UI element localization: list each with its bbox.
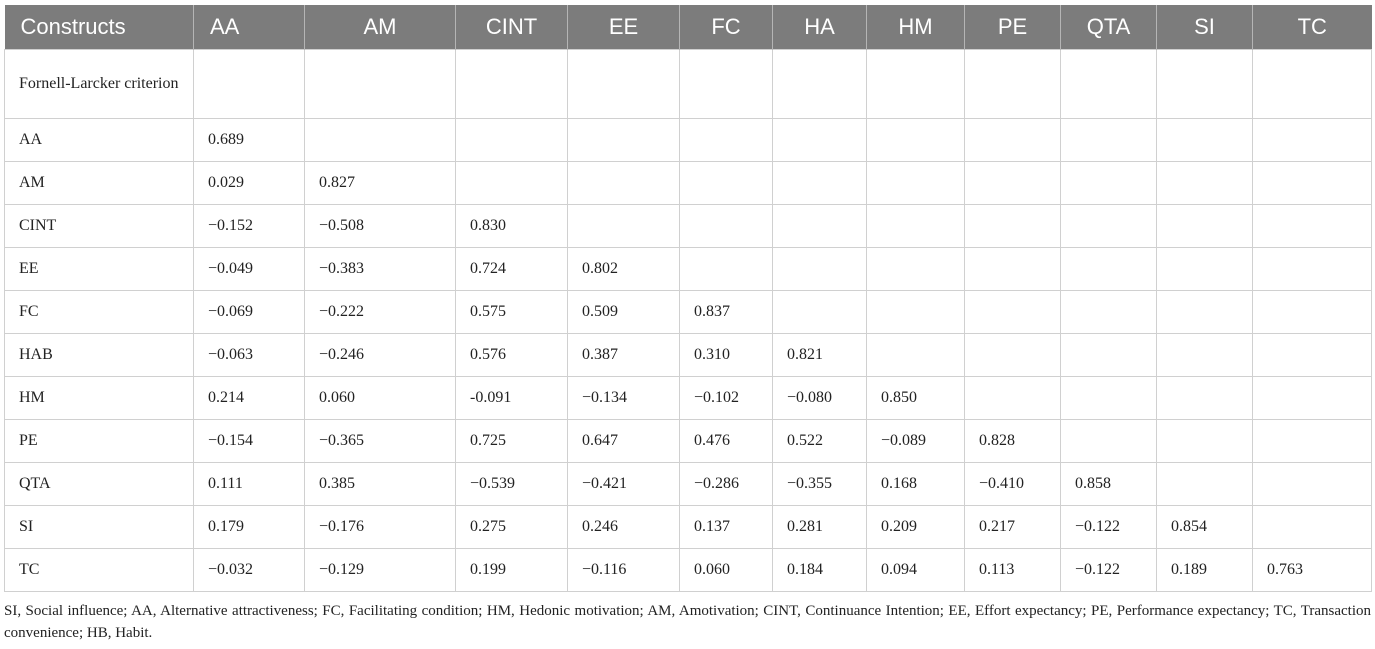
- fornell-larcker-table: [4, 5, 1372, 592]
- value-cell: 0.858: [1061, 463, 1157, 506]
- value-cell: 0.184: [773, 549, 867, 592]
- value-cell: −0.355: [773, 463, 867, 506]
- row-label-cell: EE: [5, 248, 194, 291]
- value-cell: [1253, 377, 1372, 420]
- value-cell: 0.113: [965, 549, 1061, 592]
- value-cell: 0.111: [194, 463, 305, 506]
- value-cell: 0.209: [867, 506, 965, 549]
- table-row: [5, 205, 1372, 248]
- value-cell: [773, 205, 867, 248]
- header-cell: EE: [568, 5, 680, 50]
- value-cell: [867, 50, 965, 119]
- value-cell: 0.275: [456, 506, 568, 549]
- row-label-cell: SI: [5, 506, 194, 549]
- value-cell: 0.828: [965, 420, 1061, 463]
- table-row: [5, 334, 1372, 377]
- value-cell: 0.850: [867, 377, 965, 420]
- table-row: [5, 463, 1372, 506]
- value-cell: [773, 119, 867, 162]
- row-label-cell: TC: [5, 549, 194, 592]
- value-cell: −0.080: [773, 377, 867, 420]
- row-label-cell: AM: [5, 162, 194, 205]
- row-label-cell: FC: [5, 291, 194, 334]
- value-cell: 0.725: [456, 420, 568, 463]
- value-cell: 0.522: [773, 420, 867, 463]
- value-cell: [965, 162, 1061, 205]
- value-cell: −0.539: [456, 463, 568, 506]
- value-cell: 0.724: [456, 248, 568, 291]
- value-cell: [1061, 334, 1157, 377]
- value-cell: [456, 119, 568, 162]
- value-cell: [1253, 205, 1372, 248]
- value-cell: [456, 162, 568, 205]
- value-cell: [1253, 248, 1372, 291]
- value-cell: 0.310: [680, 334, 773, 377]
- value-cell: 0.060: [680, 549, 773, 592]
- table-row: [5, 291, 1372, 334]
- value-cell: 0.246: [568, 506, 680, 549]
- value-cell: [1253, 162, 1372, 205]
- value-cell: −0.089: [867, 420, 965, 463]
- header-cell: AM: [305, 5, 456, 50]
- header-cell: FC: [680, 5, 773, 50]
- row-label-cell: Fornell-Larcker criterion: [5, 50, 194, 119]
- table-footnote: SI, Social influence; AA, Alternative attractiveness; FC, Facilitating condition; HM, Hedonic motivation; AM, Amotivation; CINT, Continuance Intention; EE, Effort expectancy; PE, Performance expectancy; TC, Transaction convenience; HB, Habit.: [4, 603, 1371, 641]
- value-cell: [965, 119, 1061, 162]
- value-cell: [1157, 420, 1253, 463]
- value-cell: 0.060: [305, 377, 456, 420]
- header-cell: HA: [773, 5, 867, 50]
- row-label-cell: PE: [5, 420, 194, 463]
- value-cell: −0.246: [305, 334, 456, 377]
- value-cell: −0.154: [194, 420, 305, 463]
- value-cell: 0.476: [680, 420, 773, 463]
- value-cell: −0.122: [1061, 506, 1157, 549]
- value-cell: 0.509: [568, 291, 680, 334]
- header-cell: PE: [965, 5, 1061, 50]
- table-row: [5, 119, 1372, 162]
- value-cell: 0.189: [1157, 549, 1253, 592]
- value-cell: [1253, 420, 1372, 463]
- value-cell: [867, 334, 965, 377]
- value-cell: [1157, 50, 1253, 119]
- value-cell: [867, 248, 965, 291]
- value-cell: [568, 50, 680, 119]
- value-cell: [1061, 291, 1157, 334]
- value-cell: [1157, 463, 1253, 506]
- value-cell: −0.176: [305, 506, 456, 549]
- value-cell: [1061, 119, 1157, 162]
- table-row: [5, 420, 1372, 463]
- value-cell: 0.214: [194, 377, 305, 420]
- value-cell: [773, 162, 867, 205]
- header-cell: QTA: [1061, 5, 1157, 50]
- value-cell: [1061, 205, 1157, 248]
- value-cell: [680, 50, 773, 119]
- value-cell: [965, 50, 1061, 119]
- value-cell: 0.137: [680, 506, 773, 549]
- value-cell: −0.116: [568, 549, 680, 592]
- value-cell: −0.286: [680, 463, 773, 506]
- header-row: [5, 5, 1372, 50]
- value-cell: [965, 377, 1061, 420]
- value-cell: [773, 291, 867, 334]
- value-cell: −0.365: [305, 420, 456, 463]
- value-cell: [965, 205, 1061, 248]
- row-label-cell: QTA: [5, 463, 194, 506]
- value-cell: -0.091: [456, 377, 568, 420]
- value-cell: [305, 119, 456, 162]
- header-cell: CINT: [456, 5, 568, 50]
- value-cell: [1061, 162, 1157, 205]
- value-cell: 0.217: [965, 506, 1061, 549]
- value-cell: [965, 248, 1061, 291]
- value-cell: [305, 50, 456, 119]
- value-cell: −0.122: [1061, 549, 1157, 592]
- value-cell: [1157, 291, 1253, 334]
- row-label-cell: HAB: [5, 334, 194, 377]
- value-cell: −0.222: [305, 291, 456, 334]
- value-cell: [1157, 162, 1253, 205]
- value-cell: −0.063: [194, 334, 305, 377]
- value-cell: 0.199: [456, 549, 568, 592]
- value-cell: [965, 334, 1061, 377]
- value-cell: 0.179: [194, 506, 305, 549]
- value-cell: [1253, 119, 1372, 162]
- value-cell: [867, 119, 965, 162]
- value-cell: −0.410: [965, 463, 1061, 506]
- value-cell: 0.029: [194, 162, 305, 205]
- header-cell: Constructs: [5, 5, 194, 50]
- value-cell: [1253, 463, 1372, 506]
- value-cell: [568, 119, 680, 162]
- value-cell: [1061, 420, 1157, 463]
- value-cell: 0.575: [456, 291, 568, 334]
- value-cell: [773, 248, 867, 291]
- table-body: [5, 50, 1372, 592]
- header-cell: HM: [867, 5, 965, 50]
- value-cell: −0.129: [305, 549, 456, 592]
- value-cell: 0.576: [456, 334, 568, 377]
- table-row: [5, 506, 1372, 549]
- value-cell: 0.281: [773, 506, 867, 549]
- value-cell: 0.821: [773, 334, 867, 377]
- value-cell: [867, 291, 965, 334]
- value-cell: [1061, 50, 1157, 119]
- value-cell: [1061, 377, 1157, 420]
- value-cell: 0.827: [305, 162, 456, 205]
- value-cell: −0.152: [194, 205, 305, 248]
- value-cell: [867, 162, 965, 205]
- value-cell: 0.647: [568, 420, 680, 463]
- table-row: [5, 162, 1372, 205]
- value-cell: 0.168: [867, 463, 965, 506]
- value-cell: [1253, 291, 1372, 334]
- value-cell: 0.830: [456, 205, 568, 248]
- value-cell: [568, 205, 680, 248]
- row-label-cell: CINT: [5, 205, 194, 248]
- value-cell: −0.508: [305, 205, 456, 248]
- value-cell: [194, 50, 305, 119]
- row-label-cell: AA: [5, 119, 194, 162]
- value-cell: −0.102: [680, 377, 773, 420]
- value-cell: [680, 162, 773, 205]
- value-cell: 0.763: [1253, 549, 1372, 592]
- header-cell: AA: [194, 5, 305, 50]
- row-label-cell: HM: [5, 377, 194, 420]
- table-row: [5, 377, 1372, 420]
- value-cell: −0.049: [194, 248, 305, 291]
- value-cell: −0.069: [194, 291, 305, 334]
- table-header: [5, 5, 1372, 50]
- value-cell: 0.387: [568, 334, 680, 377]
- value-cell: [1253, 334, 1372, 377]
- value-cell: [1253, 50, 1372, 119]
- value-cell: [1157, 377, 1253, 420]
- header-cell: TC: [1253, 5, 1372, 50]
- table-row: [5, 549, 1372, 592]
- value-cell: [680, 205, 773, 248]
- table-row: [5, 50, 1372, 119]
- value-cell: [1157, 248, 1253, 291]
- value-cell: −0.421: [568, 463, 680, 506]
- value-cell: 0.385: [305, 463, 456, 506]
- table-row: [5, 248, 1372, 291]
- value-cell: [1253, 506, 1372, 549]
- header-cell: SI: [1157, 5, 1253, 50]
- value-cell: [965, 291, 1061, 334]
- value-cell: [680, 119, 773, 162]
- value-cell: 0.094: [867, 549, 965, 592]
- value-cell: [773, 50, 867, 119]
- value-cell: −0.134: [568, 377, 680, 420]
- value-cell: [1061, 248, 1157, 291]
- value-cell: 0.689: [194, 119, 305, 162]
- value-cell: [456, 50, 568, 119]
- value-cell: [680, 248, 773, 291]
- value-cell: [1157, 119, 1253, 162]
- value-cell: [1157, 205, 1253, 248]
- value-cell: [1157, 334, 1253, 377]
- value-cell: 0.802: [568, 248, 680, 291]
- value-cell: −0.383: [305, 248, 456, 291]
- value-cell: −0.032: [194, 549, 305, 592]
- value-cell: [867, 205, 965, 248]
- value-cell: [568, 162, 680, 205]
- value-cell: 0.854: [1157, 506, 1253, 549]
- value-cell: 0.837: [680, 291, 773, 334]
